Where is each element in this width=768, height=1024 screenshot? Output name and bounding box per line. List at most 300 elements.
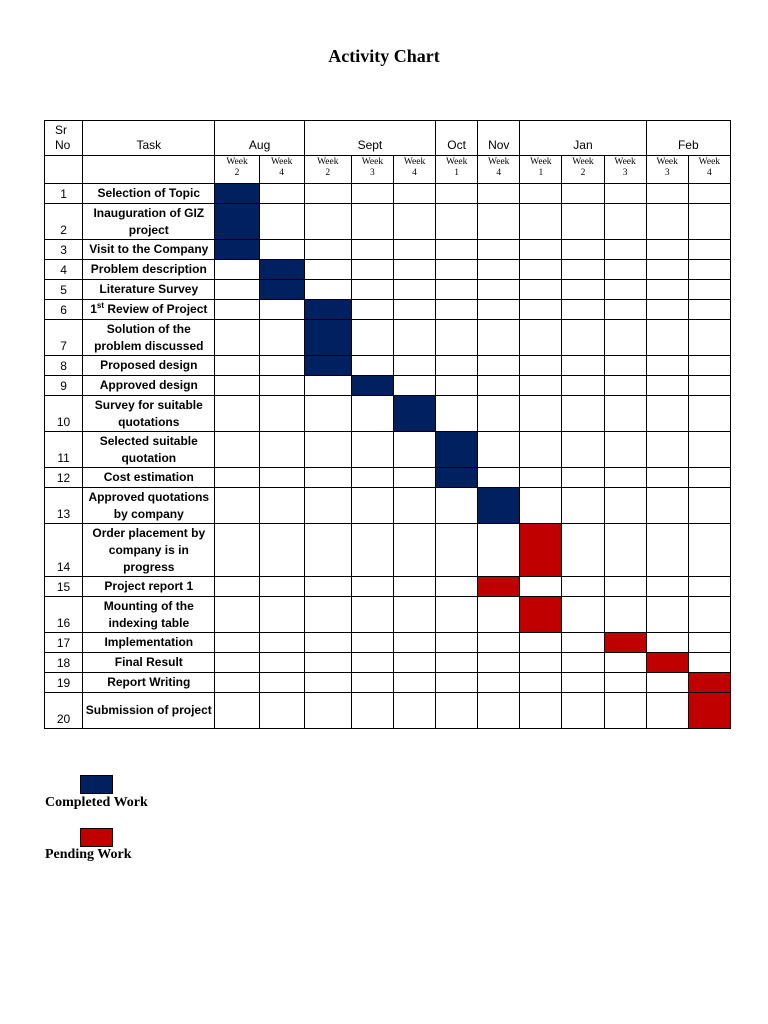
task-cell: Mounting of the indexing table — [83, 597, 215, 633]
schedule-cell — [259, 633, 304, 653]
schedule-cell — [478, 356, 520, 376]
sr-no-cell: 8 — [45, 356, 83, 376]
schedule-cell — [604, 577, 646, 597]
schedule-cell — [304, 673, 351, 693]
table-row — [45, 376, 731, 396]
task-cell: Problem description — [83, 260, 215, 280]
schedule-cell — [478, 184, 520, 204]
week-number: 1 — [454, 168, 459, 178]
schedule-cell — [688, 204, 730, 240]
table-row — [45, 260, 731, 280]
week-label: Week — [572, 157, 594, 167]
table-row — [45, 396, 731, 432]
schedule-cell — [520, 204, 562, 240]
schedule-cell — [688, 597, 730, 633]
pending-block — [646, 653, 688, 673]
schedule-cell — [688, 320, 730, 356]
schedule-cell — [646, 673, 688, 693]
task-label-rest: Review of Project — [104, 302, 208, 316]
week-label: Week — [403, 157, 426, 167]
task-cell: Submission of project — [83, 693, 215, 729]
schedule-cell — [646, 432, 688, 468]
week-number: 1 — [538, 168, 544, 178]
schedule-cell — [604, 280, 646, 300]
table-row — [45, 577, 731, 597]
week-header — [604, 156, 646, 184]
schedule-cell — [393, 673, 435, 693]
schedule-cell — [393, 488, 435, 524]
month-header-oct: Oct — [436, 121, 478, 156]
task-cell: Proposed design — [83, 356, 215, 376]
table-row — [45, 673, 731, 693]
schedule-cell — [304, 432, 351, 468]
schedule-cell — [351, 577, 393, 597]
schedule-cell — [478, 396, 520, 432]
task-cell: Visit to the Company — [83, 240, 215, 260]
schedule-cell — [215, 673, 259, 693]
task-cell: Implementation — [83, 633, 215, 653]
week-header — [478, 156, 520, 184]
pending-block — [520, 524, 562, 577]
schedule-cell — [646, 260, 688, 280]
completed-block — [215, 240, 259, 260]
schedule-cell — [478, 432, 520, 468]
schedule-cell — [520, 300, 562, 320]
schedule-cell — [259, 320, 304, 356]
schedule-cell — [688, 260, 730, 280]
pending-block — [478, 577, 520, 597]
schedule-cell — [436, 240, 478, 260]
schedule-cell — [520, 693, 562, 729]
task-cell: Approved quotations by company — [83, 488, 215, 524]
schedule-cell — [304, 376, 351, 396]
sr-no-cell: 3 — [45, 240, 83, 260]
schedule-cell — [688, 633, 730, 653]
sr-no-cell: 6 — [45, 300, 83, 320]
schedule-cell — [351, 204, 393, 240]
sr-no-cell: 7 — [45, 320, 83, 356]
schedule-cell — [562, 577, 604, 597]
sr-no-cell: 16 — [45, 597, 83, 633]
sr-no-cell: 9 — [45, 376, 83, 396]
schedule-cell — [304, 396, 351, 432]
schedule-cell — [436, 577, 478, 597]
schedule-cell — [436, 356, 478, 376]
schedule-cell — [351, 524, 393, 577]
schedule-cell — [478, 693, 520, 729]
schedule-cell — [351, 300, 393, 320]
table-row — [45, 356, 731, 376]
week-number: 4 — [707, 168, 712, 178]
schedule-cell — [393, 204, 435, 240]
schedule-cell — [604, 468, 646, 488]
completed-block — [304, 300, 351, 320]
week-label: Week — [614, 157, 636, 167]
schedule-cell — [646, 396, 688, 432]
schedule-cell — [604, 300, 646, 320]
schedule-cell — [351, 260, 393, 280]
completed-block — [478, 488, 520, 524]
schedule-cell — [436, 396, 478, 432]
schedule-cell — [215, 320, 259, 356]
schedule-cell — [259, 597, 304, 633]
task-cell: Project report 1 — [83, 577, 215, 597]
schedule-cell — [351, 184, 393, 204]
schedule-cell — [562, 396, 604, 432]
schedule-cell — [688, 280, 730, 300]
table-row — [45, 184, 731, 204]
week-label: Week — [445, 157, 468, 167]
schedule-cell — [393, 376, 435, 396]
month-header-row — [45, 121, 731, 156]
schedule-cell — [646, 597, 688, 633]
schedule-cell — [436, 488, 478, 524]
week-label: Week — [656, 157, 678, 167]
schedule-cell — [436, 524, 478, 577]
schedule-cell — [478, 524, 520, 577]
schedule-cell — [393, 693, 435, 729]
task-cell: Final Result — [83, 653, 215, 673]
schedule-cell — [259, 184, 304, 204]
schedule-cell — [215, 468, 259, 488]
schedule-cell — [520, 432, 562, 468]
task-label — [90, 302, 207, 316]
schedule-cell — [215, 300, 259, 320]
week-number: 4 — [412, 168, 417, 178]
schedule-cell — [436, 693, 478, 729]
pending-block — [688, 693, 730, 729]
completed-block — [351, 376, 393, 396]
week-label: Week — [698, 157, 721, 167]
task-cell — [83, 300, 215, 320]
table-row — [45, 693, 731, 729]
schedule-cell — [562, 300, 604, 320]
schedule-cell — [259, 488, 304, 524]
schedule-cell — [215, 432, 259, 468]
schedule-cell — [646, 693, 688, 729]
week-header — [304, 156, 351, 184]
schedule-cell — [304, 280, 351, 300]
schedule-cell — [604, 396, 646, 432]
activity-chart-body — [45, 121, 731, 729]
schedule-cell — [259, 693, 304, 729]
schedule-cell — [436, 320, 478, 356]
schedule-cell — [520, 653, 562, 673]
task-cell: Approved design — [83, 376, 215, 396]
schedule-cell — [604, 356, 646, 376]
completed-block — [215, 184, 259, 204]
schedule-cell — [304, 184, 351, 204]
schedule-cell — [478, 280, 520, 300]
schedule-cell — [520, 577, 562, 597]
schedule-cell — [478, 468, 520, 488]
schedule-cell — [604, 240, 646, 260]
schedule-cell — [562, 356, 604, 376]
schedule-cell — [646, 633, 688, 653]
schedule-cell — [393, 240, 435, 260]
schedule-cell — [562, 597, 604, 633]
week-number: 2 — [234, 168, 240, 178]
activity-chart-table — [44, 120, 731, 729]
sr-no-cell: 1 — [45, 184, 83, 204]
table-row — [45, 653, 731, 673]
schedule-cell — [688, 488, 730, 524]
completed-legend-label: Completed Work — [45, 795, 148, 810]
schedule-cell — [436, 633, 478, 653]
pending-legend-swatch — [80, 828, 113, 847]
week-header — [393, 156, 435, 184]
schedule-cell — [215, 260, 259, 280]
month-header-aug: Aug — [215, 121, 304, 156]
task-cell: Survey for suitable quotations — [83, 396, 215, 432]
week-label: Week — [317, 157, 339, 167]
week-number: 3 — [622, 168, 628, 178]
schedule-cell — [215, 577, 259, 597]
schedule-cell — [215, 376, 259, 396]
schedule-cell — [259, 376, 304, 396]
schedule-cell — [259, 396, 304, 432]
schedule-cell — [520, 184, 562, 204]
schedule-cell — [393, 524, 435, 577]
week-label: Week — [226, 157, 248, 167]
table-row — [45, 488, 731, 524]
schedule-cell — [259, 204, 304, 240]
schedule-cell — [562, 280, 604, 300]
schedule-cell — [304, 488, 351, 524]
schedule-cell — [304, 693, 351, 729]
schedule-cell — [688, 577, 730, 597]
schedule-cell — [436, 597, 478, 633]
schedule-cell — [304, 240, 351, 260]
schedule-cell — [351, 432, 393, 468]
completed-block — [393, 396, 435, 432]
schedule-cell — [646, 300, 688, 320]
schedule-cell — [478, 240, 520, 260]
table-row — [45, 524, 731, 577]
schedule-cell — [304, 577, 351, 597]
sr-no-cell: 13 — [45, 488, 83, 524]
schedule-cell — [646, 468, 688, 488]
schedule-cell — [688, 524, 730, 577]
week-header — [520, 156, 562, 184]
schedule-cell — [259, 300, 304, 320]
schedule-cell — [520, 673, 562, 693]
schedule-cell — [393, 468, 435, 488]
schedule-cell — [304, 468, 351, 488]
schedule-cell — [520, 488, 562, 524]
schedule-cell — [351, 240, 393, 260]
schedule-cell — [478, 597, 520, 633]
task-cell: Inauguration of GIZ project — [83, 204, 215, 240]
schedule-cell — [520, 280, 562, 300]
schedule-cell — [478, 673, 520, 693]
week-header — [351, 156, 393, 184]
schedule-cell — [562, 320, 604, 356]
task-cell: Selected suitable quotation — [83, 432, 215, 468]
schedule-cell — [304, 597, 351, 633]
schedule-cell — [259, 356, 304, 376]
sr-no-cell: 5 — [45, 280, 83, 300]
schedule-cell — [436, 184, 478, 204]
schedule-cell — [436, 376, 478, 396]
sr-no-header: Sr No — [45, 121, 83, 156]
schedule-cell — [351, 280, 393, 300]
schedule-cell — [215, 488, 259, 524]
week-header — [646, 156, 688, 184]
schedule-cell — [604, 673, 646, 693]
task-cell: Literature Survey — [83, 280, 215, 300]
schedule-cell — [259, 432, 304, 468]
sr-no-cell: 17 — [45, 633, 83, 653]
week-header — [562, 156, 604, 184]
week-number: 3 — [664, 168, 670, 178]
schedule-cell — [215, 396, 259, 432]
schedule-cell — [478, 376, 520, 396]
schedule-cell — [478, 204, 520, 240]
schedule-cell — [688, 184, 730, 204]
schedule-cell — [351, 488, 393, 524]
schedule-cell — [351, 653, 393, 673]
week-number: 4 — [279, 168, 285, 178]
schedule-cell — [478, 300, 520, 320]
schedule-cell — [562, 432, 604, 468]
week-label: Week — [270, 157, 293, 167]
schedule-cell — [436, 204, 478, 240]
table-row — [45, 280, 731, 300]
table-row — [45, 300, 731, 320]
schedule-cell — [351, 633, 393, 653]
table-row — [45, 432, 731, 468]
schedule-cell — [393, 432, 435, 468]
schedule-cell — [688, 468, 730, 488]
week-header — [215, 156, 259, 184]
week-header-row — [45, 156, 731, 184]
schedule-cell — [646, 184, 688, 204]
schedule-cell — [393, 633, 435, 653]
schedule-cell — [520, 376, 562, 396]
schedule-cell — [562, 260, 604, 280]
page-title: Activity Chart — [328, 46, 440, 66]
week-header — [436, 156, 478, 184]
schedule-cell — [646, 376, 688, 396]
schedule-cell — [562, 240, 604, 260]
schedule-cell — [604, 524, 646, 577]
month-header-feb: Feb — [646, 121, 730, 156]
week-label: Week — [361, 157, 384, 167]
completed-legend-swatch — [80, 775, 113, 794]
schedule-cell — [215, 597, 259, 633]
schedule-cell — [604, 320, 646, 356]
schedule-cell — [215, 653, 259, 673]
schedule-cell — [215, 524, 259, 577]
sr-no-cell: 15 — [45, 577, 83, 597]
schedule-cell — [304, 633, 351, 653]
week-header — [259, 156, 304, 184]
schedule-cell — [436, 653, 478, 673]
schedule-cell — [520, 468, 562, 488]
schedule-cell — [393, 653, 435, 673]
schedule-cell — [351, 468, 393, 488]
schedule-cell — [393, 184, 435, 204]
pending-block — [688, 673, 730, 693]
table-row — [45, 240, 731, 260]
sr-no-cell: 11 — [45, 432, 83, 468]
schedule-cell — [520, 320, 562, 356]
schedule-cell — [688, 300, 730, 320]
schedule-cell — [351, 693, 393, 729]
schedule-cell — [562, 488, 604, 524]
sr-no-cell: 20 — [45, 693, 83, 729]
month-header-jan: Jan — [520, 121, 646, 156]
week-label: Week — [488, 157, 510, 167]
sr-no-cell: 10 — [45, 396, 83, 432]
schedule-cell — [351, 673, 393, 693]
schedule-cell — [304, 204, 351, 240]
schedule-cell — [562, 184, 604, 204]
schedule-cell — [646, 356, 688, 376]
schedule-cell — [604, 653, 646, 673]
schedule-cell — [646, 280, 688, 300]
sr-no-cell: 18 — [45, 653, 83, 673]
table-row — [45, 633, 731, 653]
pending-legend-label: Pending Work — [45, 847, 132, 862]
schedule-cell — [562, 204, 604, 240]
schedule-cell — [562, 468, 604, 488]
schedule-cell — [215, 693, 259, 729]
schedule-cell — [259, 673, 304, 693]
schedule-cell — [520, 633, 562, 653]
schedule-cell — [562, 693, 604, 729]
sr-no-cell: 19 — [45, 673, 83, 693]
month-header-sept: Sept — [304, 121, 435, 156]
table-row — [45, 468, 731, 488]
week-number: 2 — [325, 168, 331, 178]
schedule-cell — [393, 597, 435, 633]
schedule-cell — [393, 320, 435, 356]
schedule-cell — [562, 653, 604, 673]
schedule-cell — [478, 260, 520, 280]
schedule-cell — [393, 280, 435, 300]
schedule-cell — [646, 240, 688, 260]
completed-block — [304, 320, 351, 356]
table-row — [45, 320, 731, 356]
schedule-cell — [604, 693, 646, 729]
schedule-cell — [688, 432, 730, 468]
completed-block — [259, 280, 304, 300]
week-header — [688, 156, 730, 184]
schedule-cell — [562, 524, 604, 577]
schedule-cell — [646, 577, 688, 597]
schedule-cell — [478, 633, 520, 653]
schedule-cell — [351, 356, 393, 376]
schedule-cell — [436, 260, 478, 280]
pending-block — [520, 597, 562, 633]
schedule-cell — [478, 653, 520, 673]
schedule-cell — [688, 240, 730, 260]
schedule-cell — [520, 240, 562, 260]
sr-no-cell: 2 — [45, 204, 83, 240]
schedule-cell — [436, 280, 478, 300]
schedule-cell — [215, 633, 259, 653]
completed-block — [436, 468, 478, 488]
schedule-cell — [393, 300, 435, 320]
schedule-cell — [393, 356, 435, 376]
schedule-cell — [604, 184, 646, 204]
schedule-cell — [604, 376, 646, 396]
sr-no-cell: 14 — [45, 524, 83, 577]
schedule-cell — [304, 524, 351, 577]
completed-block — [215, 204, 259, 240]
